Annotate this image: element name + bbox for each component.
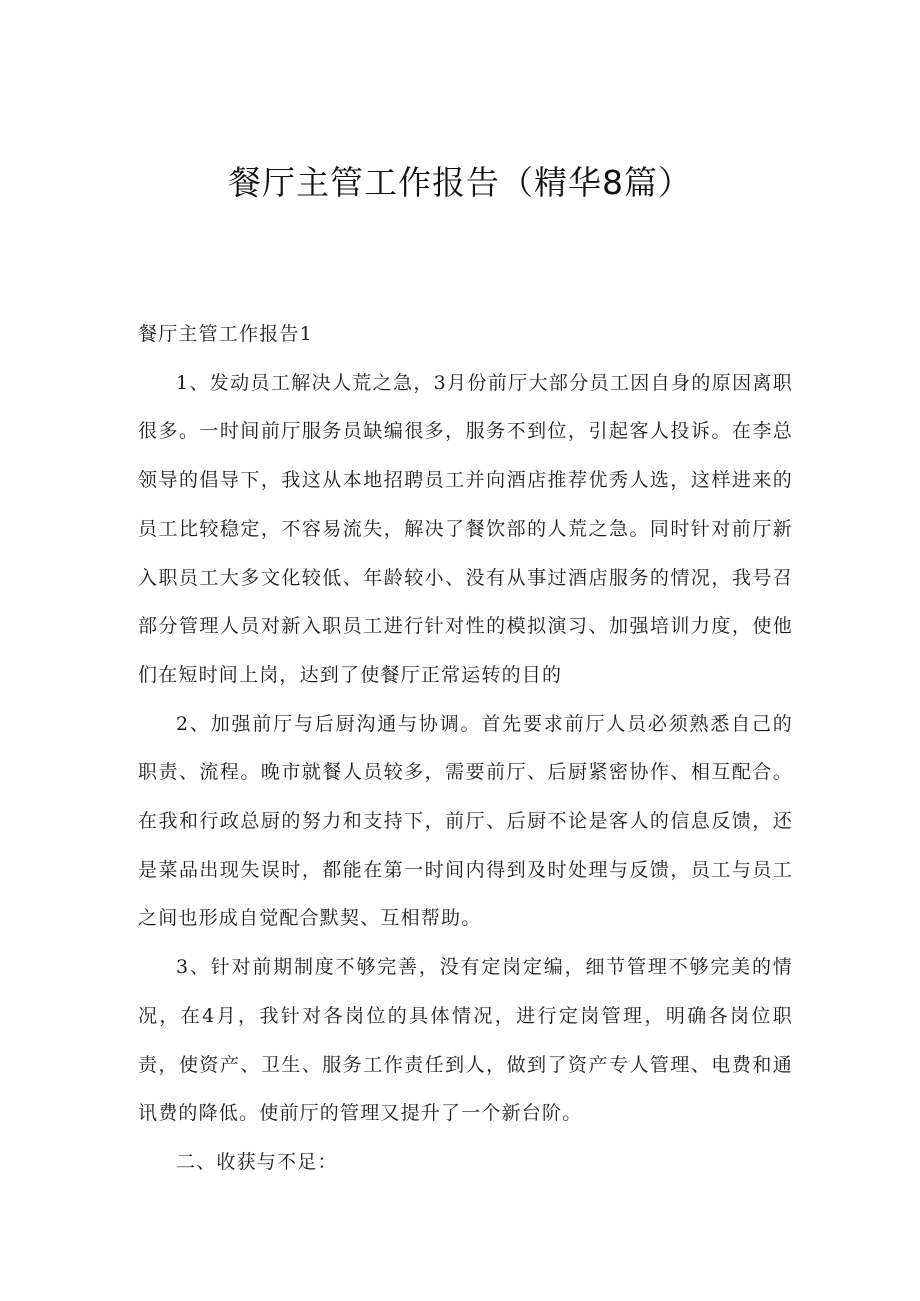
section-heading-gains: 二、收获与不足： <box>176 1150 338 1173</box>
report-subtitle: 餐厅主管工作报告1 <box>138 323 313 345</box>
document-body <box>138 310 793 1187</box>
paragraph-1: 1、发动员工解决人荒之急，3月份前厅大部分员工因自身的原因离职很多。一时间前厅服务员缺编很多，服务不到位，引起客人投诉。在李总领导的倡导下，我这从本地招聘员工并向酒店推荐优秀人选，这样进来的员工比较稳定，不容易流失，解决了餐饮部的人荒之急。同时针对前厅新入职员工大多文化较低、年龄较小、没有从事过酒店服务的情况，我号召部分管理人员对新入职员工进行针对性的模拟演习、加强培训力度，使他们在短时间上岗，达到了使餐厅正常运转的目的 <box>138 371 793 686</box>
paragraph-3: 3、针对前期制度不够完善，没有定岗定编，细节管理不够完美的情况，在4月，我针对各岗位的具体情况，进行定岗管理，明确各岗位职责，使资产、卫生、服务工作责任到人，做到了资产专人管理、电费和通讯费的降低。使前厅的管理又提升了一个新台阶。 <box>138 956 793 1125</box>
document-title: 餐厅主管工作报告（精华8篇） <box>228 163 692 202</box>
paragraph-2: 2、加强前厅与后厨沟通与协调。首先要求前厅人员必须熟悉自己的职责、流程。晚市就餐人员较多，需要前厅、后厨紧密协作、相互配合。在我和行政总厨的努力和支持下，前厅、后厨不论是客人的信息反馈，还是菜品出现失误时，都能在第一时间内得到及时处理与反馈，员工与员工之间也形成自觉配合默契、互相帮助。 <box>138 712 793 930</box>
